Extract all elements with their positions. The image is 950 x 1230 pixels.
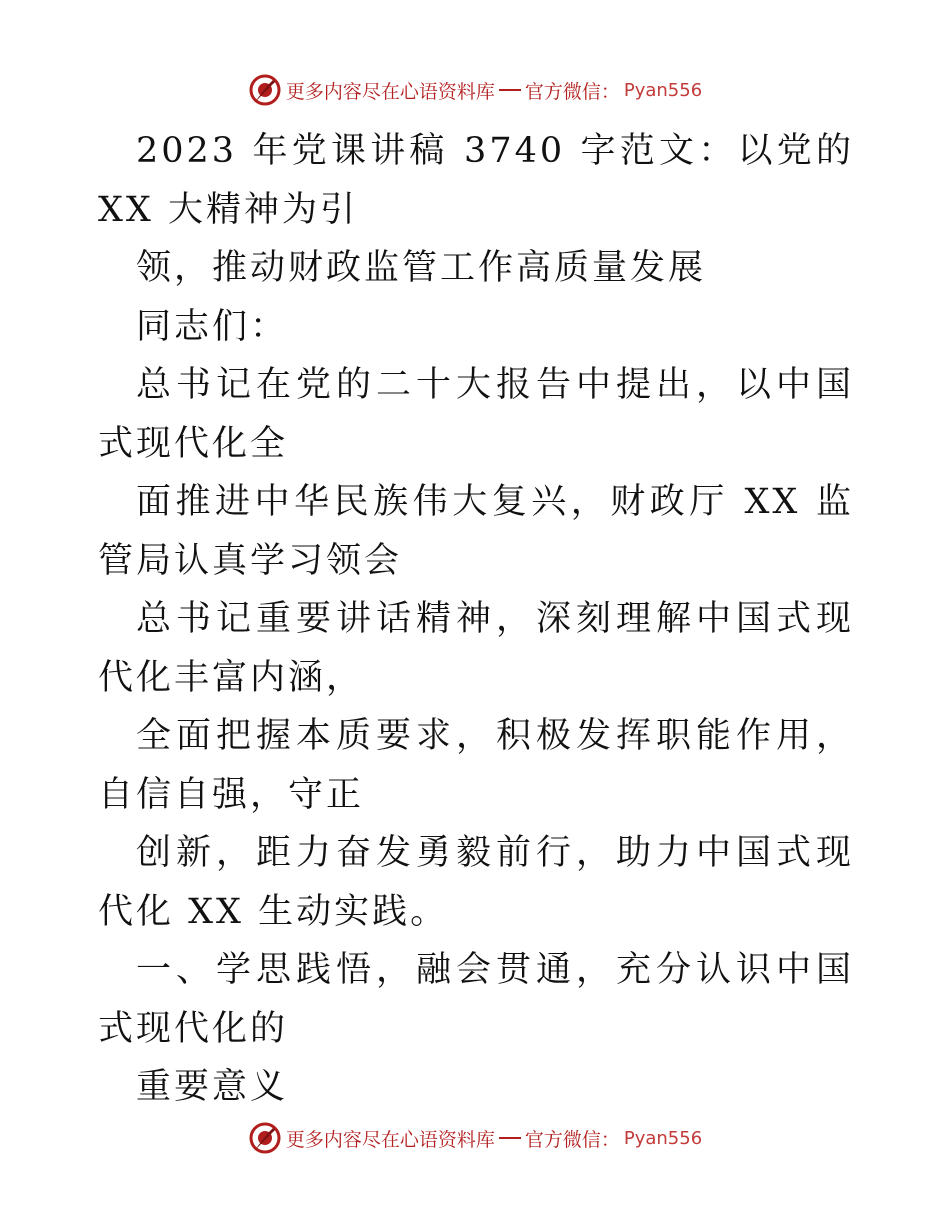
- body-paragraph: 总书记在党的二十大报告中提出，以中国式现代化全: [98, 365, 854, 464]
- watermark-official-label: 官方微信：: [524, 80, 620, 103]
- watermark-wechat-id: Pyan556: [623, 79, 703, 101]
- watermark-text: 更多内容尽在心语资料库: [285, 1128, 495, 1151]
- watermark-official-label: 官方微信：: [524, 1128, 620, 1151]
- section-heading-line-2: 重要意义: [136, 1067, 289, 1107]
- document-title-line-2: 领，推动财政监管工作高质量发展: [136, 248, 707, 288]
- body-paragraph: 创新，距力奋发勇毅前行，助力中国式现代化 XX 生动实践。: [98, 833, 854, 932]
- body-paragraph: 面推进中华民族伟大复兴，财政厅 XX 监管局认真学习领会: [98, 482, 854, 581]
- red-quill-seal-icon: [248, 73, 282, 107]
- watermark-separator: [499, 89, 521, 91]
- red-quill-seal-icon: [248, 1121, 282, 1155]
- section-heading-line-1: 一、学思践悟，融会贯通，充分认识中国式现代化的: [98, 950, 854, 1049]
- watermark-wechat-id: Pyan556: [623, 1127, 703, 1149]
- footer-watermark: [0, 1118, 950, 1158]
- document-title-line-1: 2023 年党课讲稿 3740 字范文：以党的 XX 大精神为引: [98, 131, 854, 230]
- watermark-text: 更多内容尽在心语资料库: [285, 80, 495, 103]
- body-paragraph: 总书记重要讲话精神，深刻理解中国式现代化丰富内涵，: [98, 599, 854, 698]
- document-body: [98, 122, 854, 1117]
- body-paragraph: 全面把握本质要求，积极发挥职能作用，自信自强，守正: [98, 716, 854, 815]
- watermark-separator: [499, 1137, 521, 1139]
- header-watermark: [0, 70, 950, 110]
- salutation: 同志们：: [136, 306, 289, 347]
